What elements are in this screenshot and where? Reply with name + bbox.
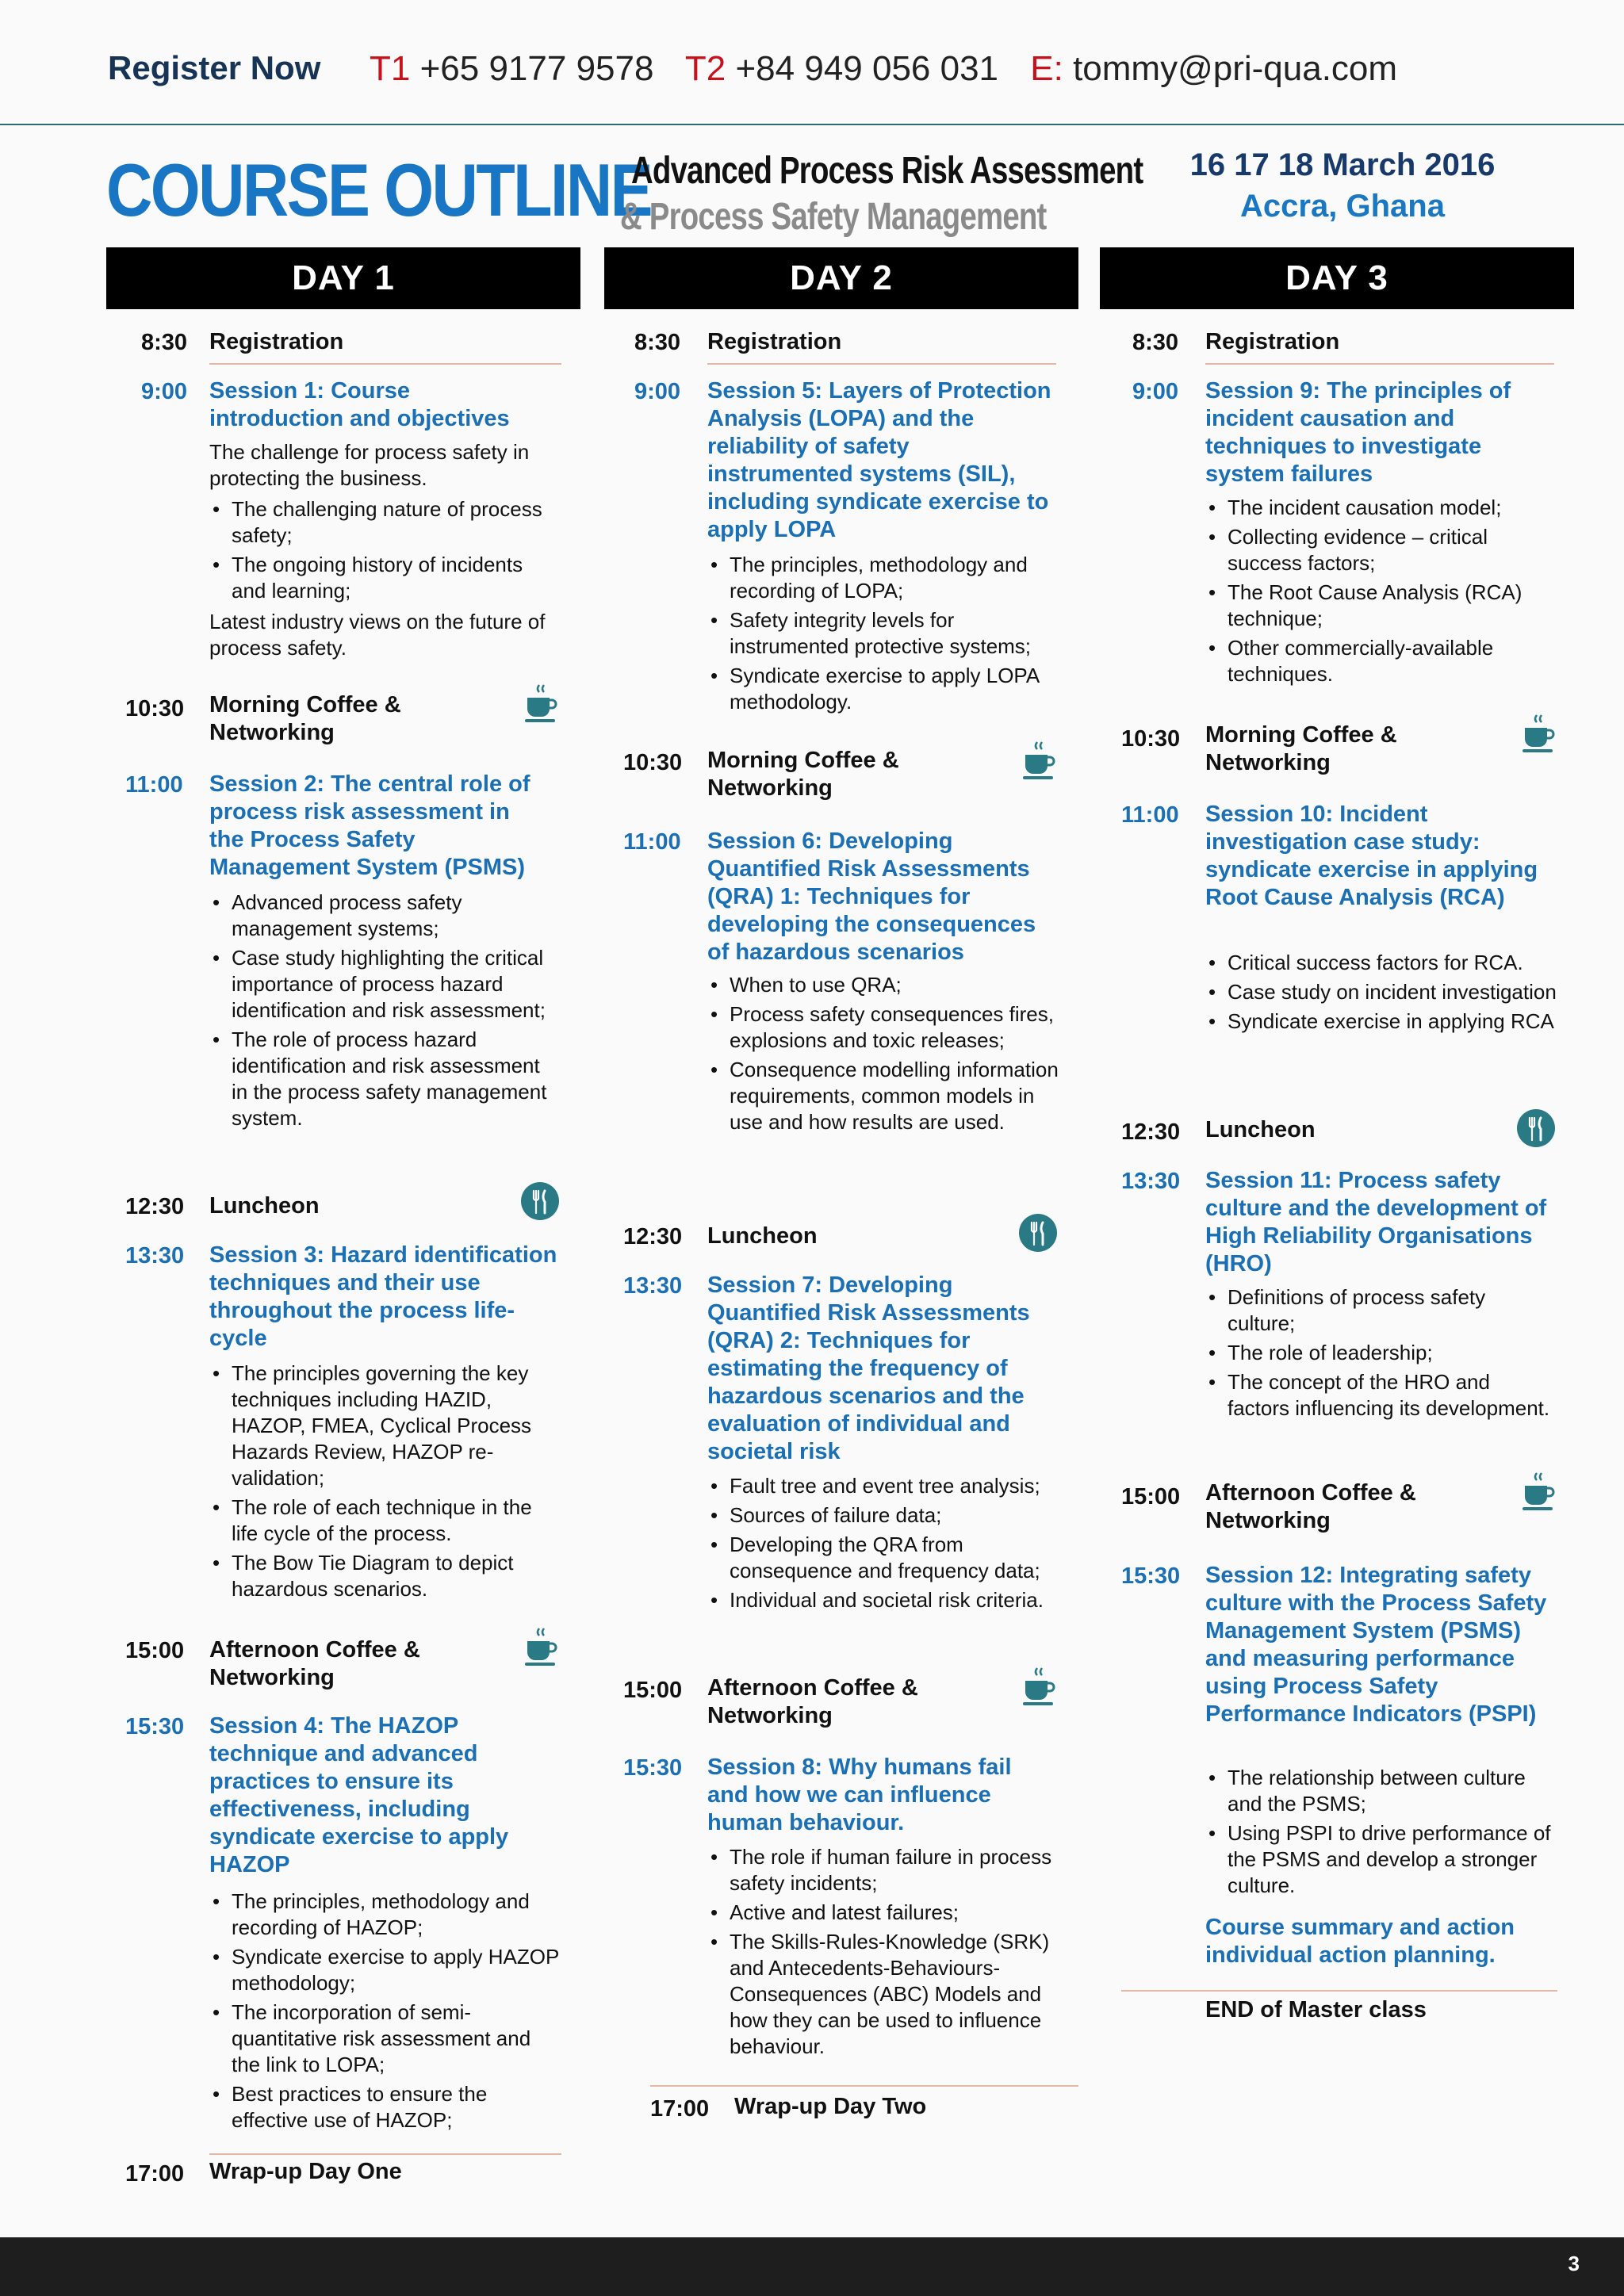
page-title: COURSE OUTLINE <box>106 148 651 232</box>
session-2-bullets <box>209 890 561 1135</box>
coffee-cup-icon <box>1521 1471 1556 1511</box>
list-item: • The role of each technique in the life cycle of the process. <box>209 1494 561 1547</box>
coffee-break-label: Morning Coffee & Networking <box>209 692 401 745</box>
t2-phone[interactable]: +84 949 056 031 <box>735 49 999 88</box>
coffee-break-label: Afternoon Coffee & Networking <box>209 1637 420 1690</box>
registration-label: Registration <box>707 329 842 354</box>
time-label: 11:00 <box>125 772 183 798</box>
time-label: 15:00 <box>1121 1484 1181 1510</box>
coffee-cup-icon <box>523 1627 558 1667</box>
day3-header: DAY 3 <box>1100 247 1574 309</box>
divider <box>1121 1990 1557 1992</box>
session-5-bullets <box>707 552 1059 718</box>
list-item: • The Skills-Rules-Knowledge (SRK) and Antecedents-Behaviours-Consequences (ABC) Models and how they can be used to influence behaviour. <box>707 1929 1059 2060</box>
session-7-title: Session 7: Developing Quantified Risk Assessments (QRA) 2: Techniques for estimating the frequency of hazardous scenarios and the evaluation of individual and societal risk <box>707 1272 1030 1464</box>
list-item: • The challenging nature of process safety; <box>209 496 561 549</box>
time-label: 15:00 <box>623 1678 683 1703</box>
time-label: 12:30 <box>623 1224 683 1249</box>
session-11-bullets <box>1205 1284 1557 1425</box>
time-label: 11:00 <box>1121 802 1179 828</box>
list-item: • Case study highlighting the critical importance of process hazard identification and risk assessment; <box>209 945 561 1024</box>
list-item: • The role if human failure in process safety incidents; <box>707 1844 1059 1896</box>
list-item: • The principles, methodology and recording of LOPA; <box>707 552 1059 604</box>
session-3-bullets <box>209 1360 561 1605</box>
coffee-break-label: Morning Coffee & Networking <box>1205 722 1397 775</box>
session-5-title: Session 5: Layers of Protection Analysis (LOPA) and the reliability of safety instrumented systems (SIL), including syndicate exercise to apply LOPA <box>707 378 1051 542</box>
list-item: • The incorporation of semi-quantitative risk assessment and the link to LOPA; <box>209 1999 561 2078</box>
time-label: 11:00 <box>623 829 681 855</box>
page-number: 3 <box>1568 2252 1580 2275</box>
top-contact-bar <box>0 0 1624 125</box>
list-item: • Sources of failure data; <box>707 1502 1059 1529</box>
list-item: • Definitions of process safety culture; <box>1205 1284 1557 1337</box>
time-label: 12:30 <box>125 1194 185 1219</box>
time-label: 13:30 <box>623 1273 683 1299</box>
coffee-cup-icon <box>1021 740 1056 780</box>
page-footer <box>0 2237 1624 2296</box>
time-label: 15:30 <box>125 1714 185 1739</box>
session-2-title: Session 2: The central role of process risk assessment in the Process Safety Management System (PSMS) <box>209 771 530 880</box>
session-9-title: Session 9: The principles of incident causation and techniques to investigate system failures <box>1205 378 1511 487</box>
time-label: 10:30 <box>125 696 185 721</box>
luncheon-label: Luncheon <box>209 1193 320 1219</box>
list-item: • The principles governing the key techniques including HAZID, HAZOP, FMEA, Cyclical Process Hazards Review, HAZOP re-validation; <box>209 1360 561 1491</box>
divider <box>707 363 1056 365</box>
course-location: Accra, Ghana <box>1240 189 1445 224</box>
session-11-title: Session 11: Process safety culture and the development of High Reliability Organisations (HRO) <box>1205 1168 1547 1276</box>
wrap-up-label: Wrap-up Day One <box>209 2159 402 2184</box>
divider <box>650 2085 1078 2087</box>
list-item: • Syndicate exercise to apply LOPA methodology. <box>707 663 1059 715</box>
list-item: • The role of process hazard identification and risk assessment in the process safety management system. <box>209 1027 561 1131</box>
fork-knife-icon <box>520 1181 560 1221</box>
list-item: • Active and latest failures; <box>707 1900 1059 1926</box>
time-label: 9:00 <box>141 379 188 404</box>
t1-phone[interactable]: +65 9177 9578 <box>419 49 654 88</box>
contact-line <box>370 49 1397 89</box>
list-item: • Critical success factors for RCA. <box>1205 950 1557 976</box>
luncheon-label: Luncheon <box>707 1223 818 1249</box>
register-now-label[interactable]: Register Now <box>108 49 321 86</box>
session-8-title: Session 8: Why humans fail and how we can influence human behaviour. <box>707 1755 1012 1835</box>
list-item: • Other commercially-available techniques. <box>1205 635 1557 687</box>
list-item: • Consequence modelling information requirements, common models in use and how results are used. <box>707 1057 1059 1135</box>
divider <box>209 2153 561 2155</box>
time-label: 8:30 <box>634 330 681 355</box>
time-label: 12:30 <box>1121 1119 1181 1145</box>
session-1-intro: The challenge for process safety in protecting the business. <box>209 440 530 490</box>
course-summary: Course summary and action individual action planning. <box>1205 1915 1515 1968</box>
luncheon-label: Luncheon <box>1205 1117 1316 1142</box>
wrap-up-label: Wrap-up Day Two <box>734 2094 927 2119</box>
course-date: 16 17 18 March 2016 <box>1189 147 1496 182</box>
list-item: • The role of leadership; <box>1205 1340 1557 1366</box>
t2-label: T2 <box>684 49 726 88</box>
session-9-bullets <box>1205 495 1557 691</box>
t1-label: T1 <box>370 49 411 88</box>
coffee-break-label: Morning Coffee & Networking <box>707 748 899 801</box>
list-item: • The ongoing history of incidents and learning; <box>209 552 561 604</box>
time-label: 15:30 <box>623 1755 683 1781</box>
session-12-bullets <box>1205 1765 1557 1902</box>
time-label: 9:00 <box>634 379 681 404</box>
coffee-cup-icon <box>523 683 558 723</box>
list-item: • Advanced process safety management systems; <box>209 890 561 942</box>
session-6-bullets <box>707 972 1059 1138</box>
list-item: • Process safety consequences fires, explosions and toxic releases; <box>707 1001 1059 1054</box>
registration-label: Registration <box>1205 329 1340 354</box>
session-1-outro: Latest industry views on the future of process safety. <box>209 610 546 660</box>
list-item: • The relationship between culture and the PSMS; <box>1205 1765 1557 1817</box>
list-item: • Best practices to ensure the effective use of HAZOP; <box>209 2081 561 2133</box>
list-item: • Fault tree and event tree analysis; <box>707 1473 1059 1499</box>
header-divider <box>0 124 1624 125</box>
session-1-bullets <box>209 496 561 607</box>
session-3-title: Session 3: Hazard identification techniques and their use throughout the process life-cycle <box>209 1242 557 1351</box>
time-label: 8:30 <box>141 330 188 355</box>
list-item: • When to use QRA; <box>707 972 1059 998</box>
time-label: 15:00 <box>125 1638 185 1663</box>
divider <box>209 363 561 365</box>
list-item: • The Root Cause Analysis (RCA) technique; <box>1205 580 1557 632</box>
session-4-title: Session 4: The HAZOP technique and advanced practices to ensure its effectiveness, including syndicate exercise to apply HAZOP <box>209 1713 509 1877</box>
time-label: 13:30 <box>125 1243 185 1269</box>
session-7-bullets <box>707 1473 1059 1617</box>
course-title-line2: & Process Safety Management <box>620 196 1047 238</box>
registration-label: Registration <box>209 329 344 354</box>
list-item: • Collecting evidence – critical success factors; <box>1205 524 1557 576</box>
coffee-break-label: Afternoon Coffee & Networking <box>707 1675 918 1728</box>
coffee-cup-icon <box>1021 1667 1056 1706</box>
time-label: 8:30 <box>1132 330 1179 355</box>
fork-knife-icon <box>1018 1213 1058 1253</box>
course-title-line1: Advanced Process Risk Assessment <box>631 150 1143 192</box>
day2-header: DAY 2 <box>604 247 1078 309</box>
end-of-class-label: END of Master class <box>1205 1997 1427 2022</box>
email-link[interactable]: tommy@pri-qua.com <box>1073 49 1398 88</box>
list-item: • The incident causation model; <box>1205 495 1557 521</box>
list-item: • The concept of the HRO and factors influencing its development. <box>1205 1369 1557 1422</box>
list-item: • Individual and societal risk criteria. <box>707 1587 1059 1613</box>
session-12-title: Session 12: Integrating safety culture with the Process Safety Management System (PSMS) and measuring performance using Process Safety Performance Indicators (PSPI) <box>1205 1563 1547 1727</box>
time-label: 10:30 <box>1121 726 1181 752</box>
session-1-title: Session 1: Course introduction and objectives <box>209 378 510 431</box>
list-item: • Developing the QRA from consequence and frequency data; <box>707 1532 1059 1584</box>
list-item: • Syndicate exercise to apply HAZOP methodology; <box>209 1944 561 1996</box>
time-label: 15:30 <box>1121 1563 1181 1589</box>
coffee-cup-icon <box>1521 714 1556 753</box>
list-item: • Safety integrity levels for instrumented protective systems; <box>707 607 1059 660</box>
list-item: • The Bow Tie Diagram to depict hazardous scenarios. <box>209 1550 561 1602</box>
list-item: • Using PSPI to drive performance of the PSMS and develop a stronger culture. <box>1205 1820 1557 1899</box>
list-item: • Syndicate exercise in applying RCA <box>1205 1008 1557 1035</box>
session-4-bullets <box>209 1888 561 2137</box>
day1-header: DAY 1 <box>106 247 580 309</box>
time-label: 17:00 <box>650 2096 710 2122</box>
session-10-bullets <box>1205 950 1557 1038</box>
list-item: • The principles, methodology and recording of HAZOP; <box>209 1888 561 1941</box>
coffee-break-label: Afternoon Coffee & Networking <box>1205 1480 1416 1533</box>
fork-knife-icon <box>1516 1108 1556 1148</box>
session-6-title: Session 6: Developing Quantified Risk Assessments (QRA) 1: Techniques for developing the consequences of hazardous scenarios <box>707 828 1036 965</box>
time-label: 9:00 <box>1132 379 1179 404</box>
session-10-title: Session 10: Incident investigation case study: syndicate exercise in applying Root Cause Analysis (RCA) <box>1205 802 1538 910</box>
time-label: 10:30 <box>623 750 683 775</box>
session-8-bullets <box>707 1844 1059 2063</box>
time-label: 13:30 <box>1121 1169 1181 1194</box>
email-label: E: <box>1030 49 1063 88</box>
divider <box>1205 363 1554 365</box>
list-item: • Case study on incident investigation <box>1205 979 1557 1005</box>
time-label: 17:00 <box>125 2161 185 2187</box>
